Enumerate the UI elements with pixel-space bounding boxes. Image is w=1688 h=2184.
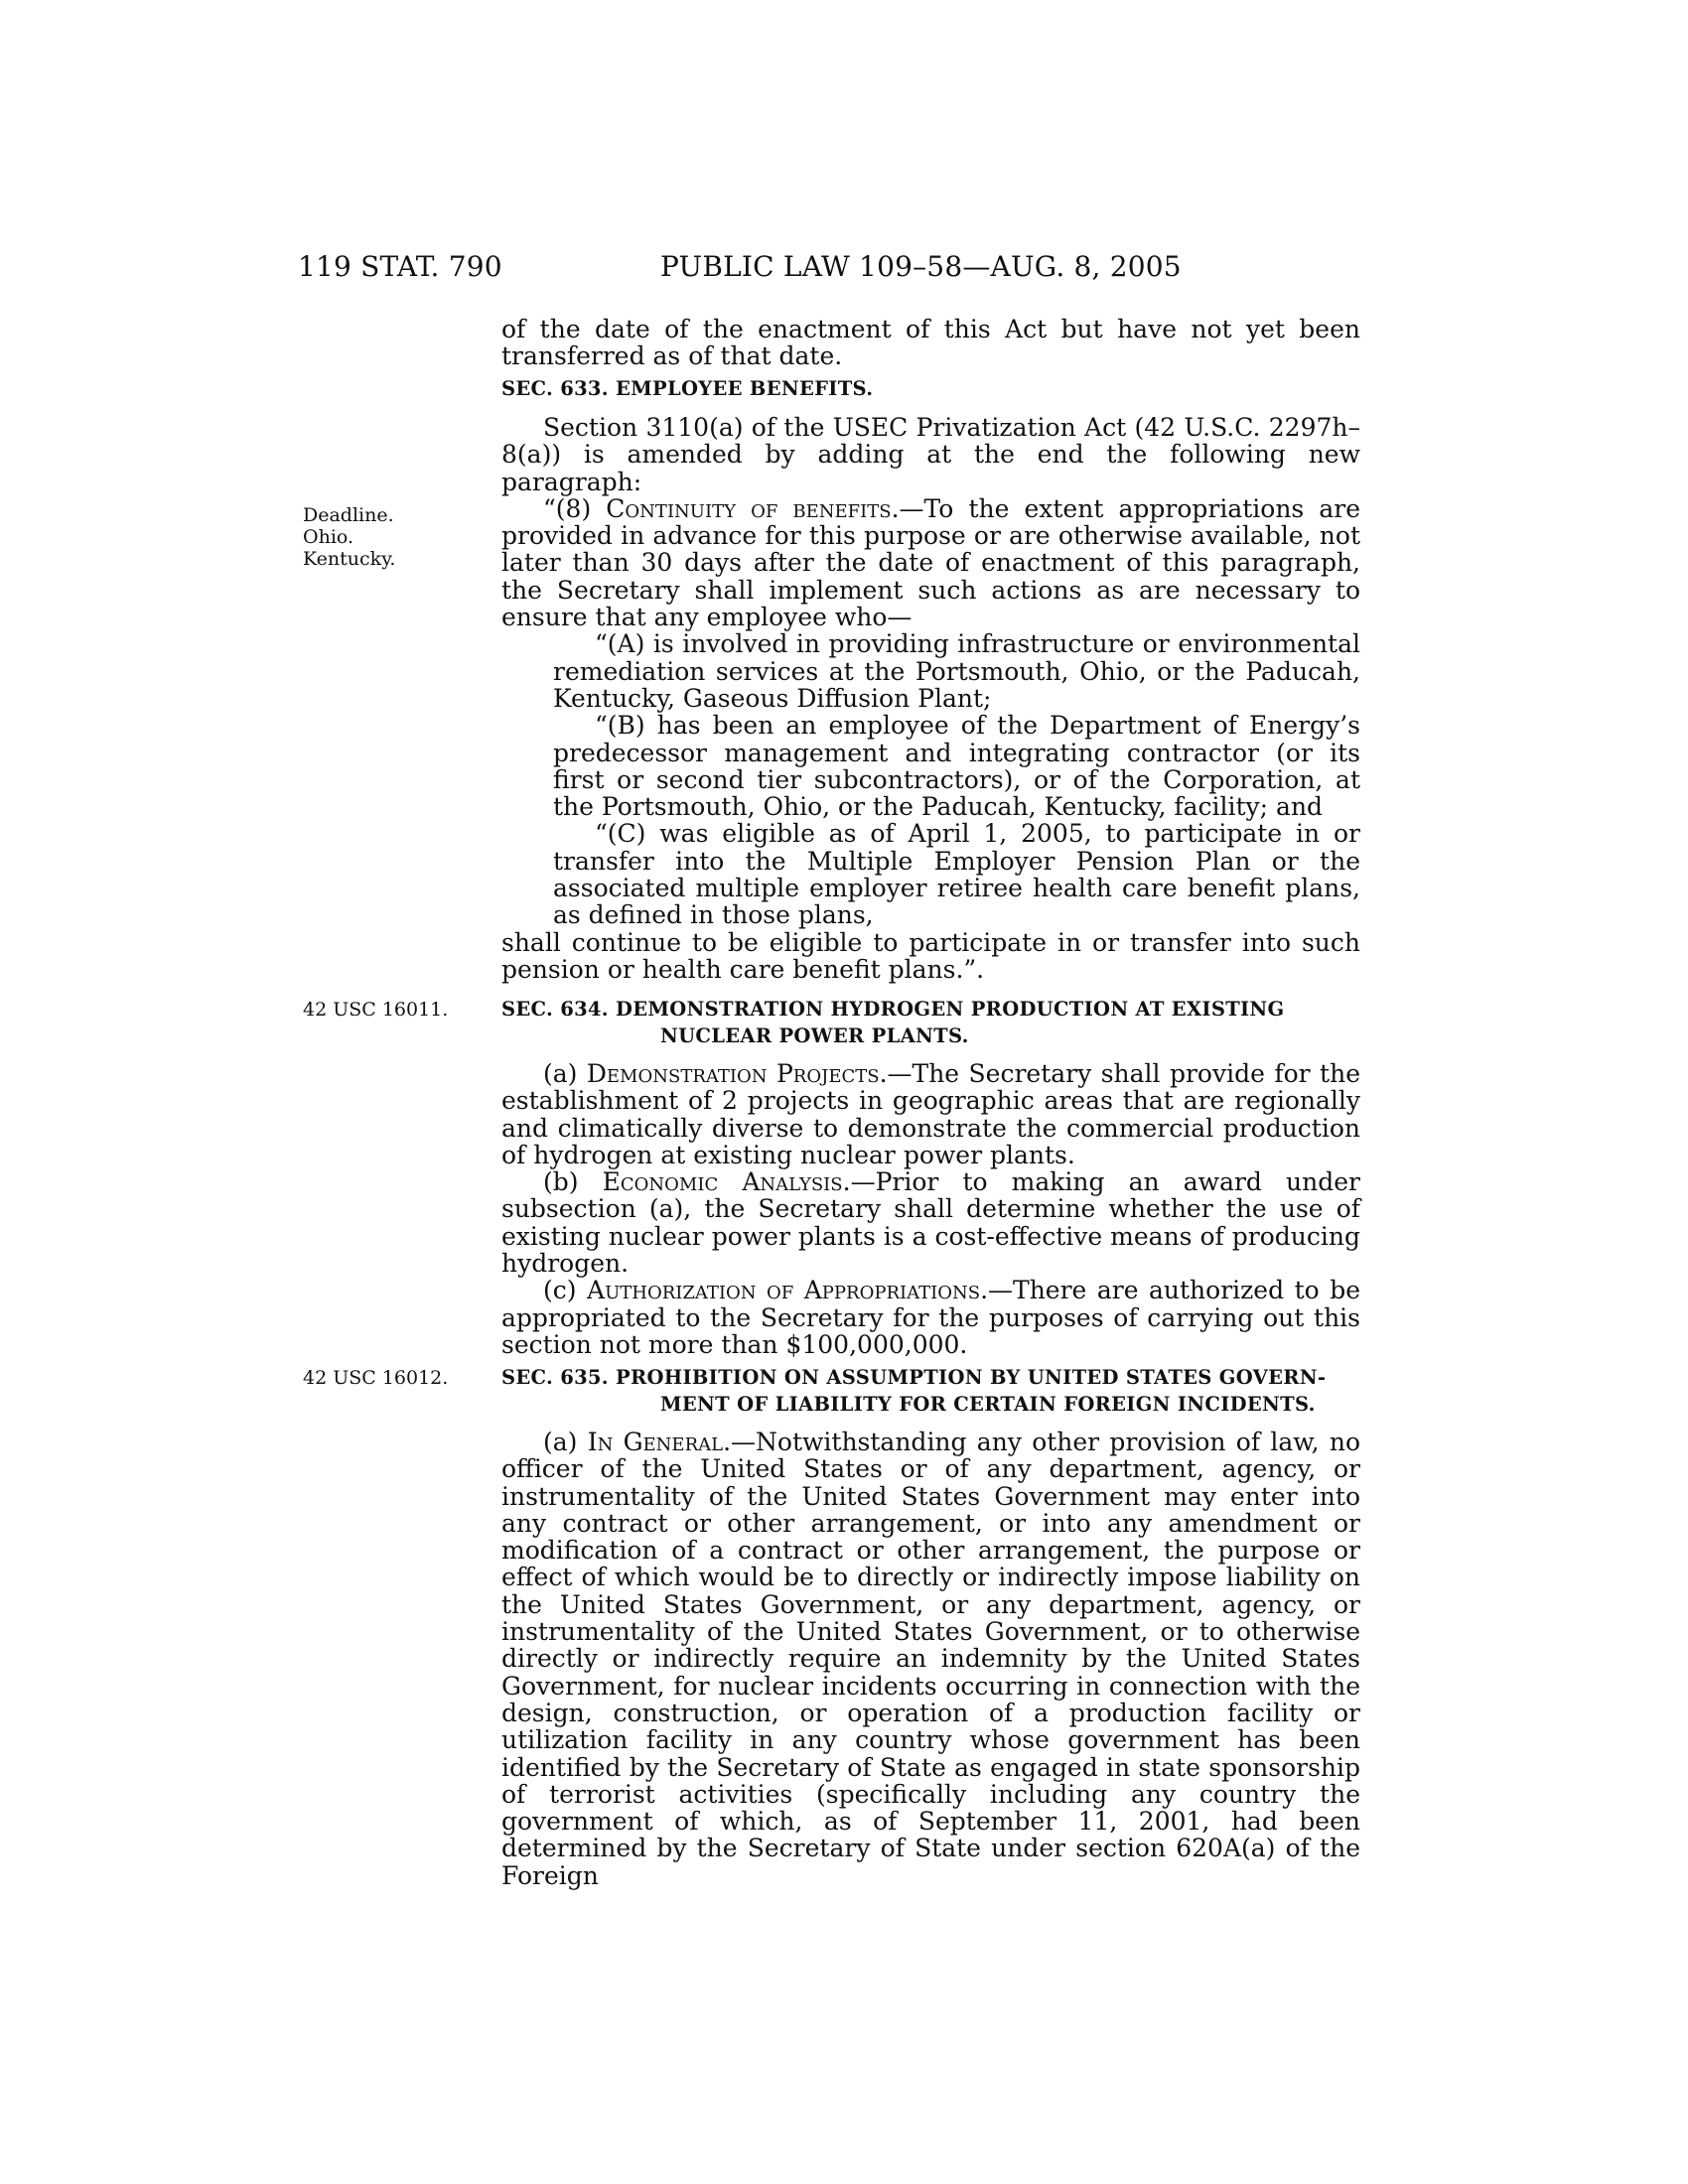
sub-b-heading: Economic Analysis <box>602 1167 843 1197</box>
section-633 <box>501 375 1360 983</box>
margin-deadline: Deadline. <box>303 504 394 526</box>
sec-635-heading <box>501 1364 1360 1418</box>
sec-634-subsection-c <box>501 1277 1360 1358</box>
sec-634-heading-line1: SEC. 634. DEMONSTRATION HYDROGEN PRODUCTION AT EXISTING <box>501 998 1285 1021</box>
section-635 <box>501 1364 1360 1889</box>
sub-a-lead: (a) <box>543 1059 587 1088</box>
sub-c-heading: Authorization of Appropriations <box>587 1276 981 1305</box>
margin-usc-16011: 42 USC 16011. <box>303 999 449 1021</box>
sec-635-a-heading: In General <box>587 1428 724 1456</box>
sec-633-paragraph-1: Section 3110(a) of the USEC Privatization Act (42 U.S.C. 2297h–8(a)) is amended by adding at the end the following new paragraph: <box>501 413 1360 496</box>
sec-635-heading-line1: SEC. 635. PROHIBITION ON ASSUMPTION BY UNITED STATES GOVERN- <box>501 1366 1327 1389</box>
sub-c-lead: (c) <box>543 1276 588 1305</box>
margin-usc-16012: 42 USC 16012. <box>303 1367 449 1389</box>
sub-c-text: .—There are authorized to be appropriated to the Secretary for the purposes of carrying out this section not more than $100,000,000. <box>501 1276 1360 1359</box>
sec-634-heading-line2: NUCLEAR POWER PLANTS. <box>660 1024 969 1047</box>
subparagraph-c: “(C) was eligible as of April 1, 2005, to participate in or transfer into the Multiple Employer Pension Plan or the associated multiple employer retiree health care benefit plans, as defined in those plans, <box>553 819 1360 930</box>
sub-b-text: .—Prior to making an award under subsection (a), the Secretary shall determine whether the use of existing nuclear power plants is a cost-effective means of producing hydrogen. <box>501 1167 1361 1279</box>
sec-634-heading <box>501 996 1360 1049</box>
sec-633-subparagraphs <box>501 630 1360 928</box>
intro-text: of the date of the enactment of this Act but have not yet been transferred as of that date. <box>501 315 1360 371</box>
sec-634-subsection-b <box>501 1168 1360 1277</box>
sec-634-subsection-a <box>501 1060 1360 1168</box>
sec-635-a-lead: (a) <box>543 1428 588 1456</box>
subparagraph-a: “(A) is involved in providing infrastructure or environmental remediation services at the Portsmouth, Ohio, or the Paducah, Kentucky, Gaseous Diffusion Plant; <box>553 629 1360 713</box>
margin-note-deadline <box>303 504 395 570</box>
sec-635-subsection-a <box>501 1429 1360 1889</box>
sec-633-heading: SEC. 633. EMPLOYEE BENEFITS. <box>501 377 874 400</box>
sub-a-text: .—The Secretary shall provide for the establishment of 2 projects in geographic areas that are regionally and climatically diverse to demonstrate the commercial production of hydrogen at existing nuclear power plants. <box>501 1059 1360 1169</box>
margin-kentucky: Kentucky. <box>303 548 396 570</box>
para-8-heading: Continuity of benefits <box>606 493 892 523</box>
sub-a-heading: Demonstration Projects <box>586 1059 880 1088</box>
page-stat-number: 119 STAT. 790 <box>298 250 502 283</box>
sec-635-a-text: .—Notwithstanding any other provision of law, no officer of the United States or of any department, agency, or instrumentality of the United States Government may enter into any contract or other arrangement, or into any amendment or modification of a contract or other arrangement, the purpose or effect of which would be to directly or indirectly impose liability on the United States Government, or any department, agency, or instrumentality of the United States Government, or to otherwise directly or indirectly require an indemnity by the United States Government, for nuclear incidents occurring in connection with the design, construction, or operation of a production facility or utilization facility in any country whose government has been identified by the Secretary of State as engaged in state sponsorship of terrorist activities (specifically including any country the government of which, as of September 11, 2001, had been determined by the Secretary of State under section 620A(a) of the Foreign <box>501 1428 1361 1890</box>
sub-b-lead: (b) <box>543 1167 603 1197</box>
intro-paragraph <box>501 316 1360 370</box>
margin-ohio: Ohio. <box>303 526 354 548</box>
sec-633-closing: shall continue to be eligible to participate in or transfer into such pension or health care benefit plans.”. <box>501 927 1360 984</box>
section-634 <box>501 996 1360 1358</box>
running-title: PUBLIC LAW 109–58—AUG. 8, 2005 <box>660 250 1182 283</box>
subparagraph-b: “(B) has been an employee of the Department of Energy’s predecessor management and integrating contractor (or its first or second tier subcontractors), or of the Corporation, at the Portsmouth, Ohio, or the Paducah, Kentucky, facility; and <box>553 711 1360 822</box>
sec-635-heading-line2: MENT OF LIABILITY FOR CERTAIN FOREIGN INCIDENTS. <box>660 1393 1316 1416</box>
sec-633-paragraph-8 <box>501 495 1360 630</box>
para-8-lead: “(8) <box>543 493 607 523</box>
para-8-text: .—To the extent appropriations are provided in advance for this purpose or are otherwise available, not later than 30 days after the date of enactment of this paragraph, the Secretary shall implement such actions as are necessary to ensure that any employee who— <box>501 493 1360 632</box>
